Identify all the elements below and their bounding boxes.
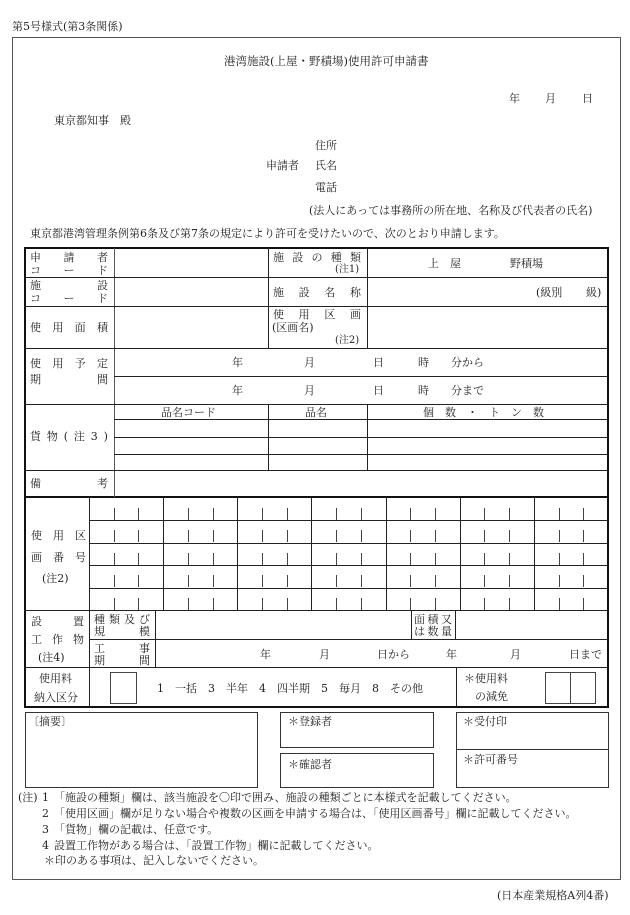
applicant-label: 申請者: [266, 159, 299, 172]
to-year: 年: [232, 384, 243, 397]
digit-separator-tick: [484, 575, 485, 587]
digit-separator-tick: [410, 575, 411, 587]
grade-close: 級): [586, 286, 602, 299]
fee-payment-code-box[interactable]: [110, 672, 137, 704]
digit-separator-tick: [559, 508, 560, 520]
char: 定: [96, 357, 108, 370]
section-number-cell[interactable]: [90, 589, 163, 610]
section-number-cell[interactable]: [164, 544, 237, 565]
to-month: 月: [304, 384, 315, 397]
section-number-cell[interactable]: [461, 521, 534, 542]
char: 設: [97, 279, 108, 292]
section-number-cell[interactable]: [164, 589, 237, 610]
from-year: 年: [232, 356, 243, 369]
digit-separator-tick: [484, 530, 485, 542]
char: 及: [124, 613, 135, 626]
cp-month-to: 月: [510, 648, 521, 661]
remarks-field[interactable]: [115, 471, 607, 496]
char: 積: [96, 321, 108, 334]
digit-separator-tick: [287, 553, 288, 565]
digit-separator-tick: [583, 508, 584, 520]
section-number-cell[interactable]: [387, 589, 460, 610]
char: 番: [53, 551, 64, 564]
section-name-label: (区画名): [272, 321, 314, 334]
area-quantity-field[interactable]: [456, 611, 607, 638]
corporate-note: (法人にあっては事務所の所在地、名称及び代表者の氏名): [309, 204, 593, 217]
char: コ: [30, 264, 41, 277]
digit-separator-tick: [410, 530, 411, 542]
note-num: 1: [42, 791, 49, 804]
char: の: [311, 251, 323, 264]
section-number-cell[interactable]: [535, 499, 608, 520]
cargo-cell[interactable]: [269, 420, 366, 435]
grade-open: (級別: [536, 286, 563, 299]
char: 施: [273, 286, 284, 299]
permit-number-label: ＊許可番号: [463, 753, 518, 766]
char: 積: [427, 613, 439, 626]
from-day: 日: [373, 356, 384, 369]
char: 類: [109, 613, 120, 626]
char: 規: [94, 625, 105, 638]
char: 間: [97, 373, 108, 386]
char: 期: [30, 373, 41, 386]
digit-separator-tick: [213, 508, 214, 520]
construction-period-field[interactable]: [156, 640, 607, 666]
digit-separator-tick: [435, 598, 436, 610]
note-num: 4: [42, 839, 49, 852]
note-ref: (注2): [42, 572, 69, 585]
char: 面: [74, 321, 86, 334]
char: 区: [324, 308, 336, 321]
char: 注: [73, 430, 85, 443]
section-number-cell[interactable]: [312, 499, 385, 520]
digit-separator-tick: [262, 508, 263, 520]
note-text: 「貨物」欄の記載は、任意です。: [54, 823, 219, 836]
char: 施: [30, 279, 41, 292]
section-number-cell[interactable]: [90, 499, 163, 520]
to-hour: 時: [418, 384, 429, 397]
section-number-cell[interactable]: [461, 544, 534, 565]
usage-period-to[interactable]: [115, 377, 607, 403]
char: 使: [273, 308, 284, 321]
kind-scale-field[interactable]: [156, 611, 410, 638]
char: 設: [31, 615, 42, 628]
digit-separator-tick: [410, 598, 411, 610]
char: 量: [441, 625, 452, 638]
char: 期: [94, 654, 105, 667]
section-number-cell[interactable]: [387, 566, 460, 587]
digit-separator-tick: [509, 553, 510, 565]
char: 用: [52, 321, 64, 334]
note-text: 「使用区画」欄が足りない場合や複数の区画を申請する場合は、「使用区画番号」欄に記載してください。: [54, 807, 577, 820]
digit-separator-tick: [287, 508, 288, 520]
char: 申: [30, 251, 41, 264]
digit-separator-tick: [361, 508, 362, 520]
note-num: 3: [42, 823, 49, 836]
fee-reduction-label-2: の減免: [475, 690, 508, 703]
digit-separator-tick: [262, 598, 263, 610]
digit-separator-tick: [410, 553, 411, 565]
char: 設: [298, 286, 310, 299]
digit-separator-tick: [188, 575, 189, 587]
form-number: 第5号様式(第3条関係): [12, 20, 123, 33]
section-number-cell[interactable]: [535, 566, 608, 587]
section-number-cell[interactable]: [312, 544, 385, 565]
note-text: 設置工作物がある場合は、「設置工作物」欄に記載してください。: [54, 839, 379, 852]
char: ー: [63, 292, 75, 305]
section-number-cell[interactable]: [535, 544, 608, 565]
digit-separator-tick: [138, 598, 139, 610]
char: 備: [30, 477, 41, 490]
paper-size: (日本産業規格A列4番): [497, 889, 609, 902]
char: 3: [90, 430, 98, 443]
digit-separator-tick: [484, 553, 485, 565]
digit-separator-tick: [213, 553, 214, 565]
section-number-cell[interactable]: [90, 521, 163, 542]
digit-separator-tick: [410, 508, 411, 520]
digit-separator-tick: [138, 575, 139, 587]
section-number-cell[interactable]: [164, 521, 237, 542]
digit-separator-tick: [114, 530, 115, 542]
remarks-label: [30, 478, 108, 489]
cp-year-to: 年: [446, 648, 457, 661]
section-number-cell[interactable]: [164, 499, 237, 520]
digit-separator-tick: [583, 553, 584, 565]
section-number-cell[interactable]: [461, 566, 534, 587]
asterisk-note: ＊印のある事項は、記入しないでください。: [44, 854, 264, 867]
char: 事: [139, 642, 150, 655]
digit-separator-tick: [509, 530, 510, 542]
cp-year-from: 年: [260, 648, 271, 661]
digit-separator-tick: [114, 575, 115, 587]
cargo-cell[interactable]: [269, 438, 366, 453]
char: 予: [74, 357, 86, 370]
char: 称: [349, 286, 361, 299]
char: 置: [73, 615, 84, 628]
char: 類: [350, 251, 361, 264]
cp-day-to: 日まで: [569, 648, 602, 661]
char: 画: [349, 308, 361, 321]
digit-separator-tick: [509, 575, 510, 587]
addressee: 東京都知事 殿: [54, 114, 131, 127]
digit-separator-tick: [484, 598, 485, 610]
usage-area-label: [30, 322, 108, 333]
char: び: [139, 613, 150, 626]
digit-separator-tick: [509, 508, 510, 520]
digit-separator-tick: [435, 530, 436, 542]
cargo-header-quantity: 個 数 ・ ト ン 数: [423, 406, 544, 419]
registrar-label: ＊登録者: [288, 715, 332, 728]
digit-separator-tick: [509, 598, 510, 610]
from-hour: 時: [418, 356, 429, 369]
char: 工: [31, 633, 42, 646]
facility-name-label: [273, 287, 361, 298]
date-day: 日: [582, 92, 593, 105]
section-number-cell[interactable]: [312, 521, 385, 542]
char: 使: [30, 321, 41, 334]
usage-area-field[interactable]: [115, 307, 267, 347]
char: 名: [324, 286, 336, 299]
digit-separator-tick: [484, 508, 485, 520]
section-number-cell[interactable]: [238, 544, 311, 565]
facility-code-field[interactable]: [115, 278, 267, 305]
char: 種: [330, 251, 342, 264]
notes-prefix: (注): [18, 791, 38, 804]
section-number-cell[interactable]: [90, 544, 163, 565]
section-number-cell[interactable]: [387, 499, 460, 520]
digit-separator-tick: [114, 553, 115, 565]
char: コ: [30, 292, 41, 305]
char: 使: [30, 357, 41, 370]
char: 用: [53, 529, 64, 542]
section-number-cell[interactable]: [461, 589, 534, 610]
char: 数: [427, 625, 439, 638]
digit-separator-tick: [138, 508, 139, 520]
digit-separator-tick: [559, 530, 560, 542]
char: 物: [73, 633, 84, 646]
applicant-code-field[interactable]: [115, 249, 267, 276]
cargo-header-name: 品名: [305, 406, 327, 419]
section-number-cell[interactable]: [312, 589, 385, 610]
digit-separator-tick: [559, 575, 560, 587]
phone-label: 電話: [315, 181, 337, 194]
digit-separator-tick: [262, 553, 263, 565]
char: 区: [75, 529, 86, 542]
char: 考: [97, 477, 108, 490]
char: 面: [414, 613, 425, 626]
digit-separator-tick: [336, 598, 337, 610]
fee-payment-options: 1 一括 3 半年 4 四半期 5 毎月 8 その他: [157, 682, 423, 695]
char: 物: [46, 430, 58, 443]
char: 号: [75, 551, 86, 564]
to-minute: 分まで: [451, 384, 484, 397]
cargo-cell[interactable]: [368, 455, 607, 470]
note-ref: (注2): [335, 335, 360, 346]
cp-day-from: 日から: [377, 648, 410, 661]
cp-month-from: 月: [319, 648, 330, 661]
section-number-cell[interactable]: [164, 566, 237, 587]
digit-separator-tick: [583, 598, 584, 610]
cargo-cell[interactable]: [368, 438, 607, 453]
char: 者: [97, 251, 108, 264]
digit-separator-tick: [188, 530, 189, 542]
section-number-cell[interactable]: [238, 566, 311, 587]
digit-separator-tick: [188, 508, 189, 520]
digit-separator-tick: [188, 598, 189, 610]
cargo-header-code: 品名コード: [161, 406, 216, 419]
cargo-cell[interactable]: [115, 455, 267, 470]
digit-separator-tick: [138, 553, 139, 565]
char: 施: [273, 251, 284, 264]
cargo-cell[interactable]: [115, 420, 267, 435]
cargo-label: [30, 431, 108, 442]
date-month: 月: [545, 92, 556, 105]
digit-separator-tick: [361, 575, 362, 587]
facility-type-option-open-storage[interactable]: 野積場: [510, 257, 543, 270]
intro-text: 東京都港湾管理条例第6条及び第7条の規定により許可を受けたいので、次のとおり申請します。: [30, 227, 505, 240]
digit-separator-tick: [559, 598, 560, 610]
char: ): [103, 430, 108, 443]
section-number-cell[interactable]: [90, 566, 163, 587]
char: は: [414, 625, 425, 638]
char: 画: [31, 551, 42, 564]
digit-separator-tick: [287, 530, 288, 542]
section-number-cell[interactable]: [238, 521, 311, 542]
confirmer-label: ＊確認者: [288, 758, 332, 771]
digit-separator-tick: [435, 575, 436, 587]
section-number-cell[interactable]: [238, 589, 311, 610]
from-month: 月: [304, 356, 315, 369]
digit-separator-tick: [114, 508, 115, 520]
digit-separator-tick: [336, 575, 337, 587]
char: 工: [94, 642, 105, 655]
char: 用: [52, 357, 64, 370]
fee-payment-label-2: 納入区分: [34, 691, 78, 704]
name-label: 氏名: [315, 159, 337, 172]
char: 間: [139, 654, 150, 667]
digit-separator-tick: [435, 508, 436, 520]
digit-separator-tick: [336, 508, 337, 520]
char: 種: [94, 613, 105, 626]
char: 貨: [30, 430, 41, 443]
digit-separator-tick: [336, 553, 337, 565]
digit-separator-tick: [213, 598, 214, 610]
section-number-cell[interactable]: [535, 589, 608, 610]
note-ref: (注1): [335, 264, 360, 275]
char: 設: [292, 251, 304, 264]
digit-separator-tick: [287, 575, 288, 587]
digit-separator-tick: [213, 575, 214, 587]
cargo-cell[interactable]: [368, 420, 607, 435]
summary-label: 〔摘要〕: [28, 715, 72, 728]
fee-payment-label-1: 使用料: [39, 672, 72, 685]
char: 作: [52, 633, 63, 646]
section-number-cell[interactable]: [238, 499, 311, 520]
usage-period-from[interactable]: [115, 349, 607, 375]
digit-separator-tick: [583, 530, 584, 542]
digit-separator-tick: [336, 530, 337, 542]
digit-separator-tick: [188, 553, 189, 565]
section-number-cell[interactable]: [387, 544, 460, 565]
date-year: 年: [509, 92, 520, 105]
fee-reduction-label-1: ＊使用料: [464, 672, 508, 685]
char: ー: [63, 264, 75, 277]
char: 使: [31, 529, 42, 542]
digit-separator-tick: [361, 598, 362, 610]
digit-separator-tick: [262, 530, 263, 542]
section-number-cell[interactable]: [535, 521, 608, 542]
char: ド: [97, 264, 108, 277]
from-minute: 分から: [451, 356, 484, 369]
note-num: 2: [42, 807, 49, 820]
section-number-cell[interactable]: [312, 566, 385, 587]
address-label: 住所: [315, 139, 337, 152]
section-number-cell[interactable]: [461, 499, 534, 520]
cargo-cell[interactable]: [115, 438, 267, 453]
char: 用: [298, 308, 310, 321]
digit-separator-tick: [361, 553, 362, 565]
to-day: 日: [373, 384, 384, 397]
char: (: [63, 430, 69, 443]
char: 又: [441, 613, 452, 626]
section-number-cell[interactable]: [387, 521, 460, 542]
digit-separator-tick: [583, 575, 584, 587]
digit-separator-tick: [435, 553, 436, 565]
digit-separator-tick: [213, 530, 214, 542]
digit-separator-tick: [262, 575, 263, 587]
digit-separator-tick: [114, 598, 115, 610]
char: 模: [139, 625, 150, 638]
receipt-stamp-label: ＊受付印: [463, 715, 507, 728]
digit-separator-tick: [559, 553, 560, 565]
char: 請: [63, 251, 75, 264]
page-title: 港湾施設(上屋・野積場)使用許可申請書: [224, 54, 429, 68]
digit-separator-tick: [138, 530, 139, 542]
digit-separator-tick: [361, 530, 362, 542]
facility-name-field[interactable]: [368, 278, 607, 305]
cargo-cell[interactable]: [269, 455, 366, 470]
facility-type-option-shed[interactable]: 上 屋: [428, 257, 461, 270]
note-text: 「施設の種類」欄は、該当施設を〇印で囲み、施設の種類ごとに本様式を記載してください。: [54, 791, 517, 804]
usage-section-field[interactable]: [368, 307, 607, 347]
char: ド: [97, 292, 108, 305]
note-ref: (注4): [38, 651, 65, 664]
digit-separator-tick: [287, 598, 288, 610]
